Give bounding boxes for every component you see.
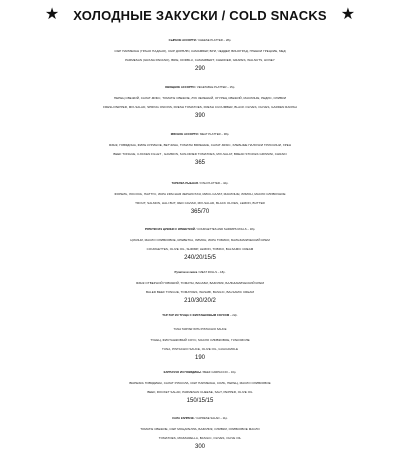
item-description-en: TUNA, PISTACHIO SAUCE, OLIVE OIL, GUACAMOLE: [161, 347, 239, 351]
item-name: [0, 222, 400, 236]
item-name-en: / MEAT ROLLS – 18р.: [197, 270, 226, 274]
menu-item-cheese-platter: [0, 33, 400, 74]
item-name-ru: МЯСНОЕ АССОРТИ: [170, 132, 198, 136]
item-weight: 190: [194, 355, 205, 361]
menu-item-tuna-tartar: [0, 308, 400, 363]
item-description-ru: ПЕРЕЦ СВЕЖИЙ, САЛАТ-МИКС, ТОМАТЫ СВЕЖИЕ, ЛУК ЗЕЛЕНЫЙ, ОГУРЕЦ СВЕЖИЙ, МАСЛИНЫ, РЕДИС, ОЛИВКИ: [113, 96, 287, 100]
menu-item-meat-platter: [0, 127, 400, 168]
item-description-en: BEEF TONGUE, CJICKEN FILLET , GAMMON, SUN-DRIED TOMATOES, MIX-SALAT, BREAD STICKES GRISSINI, CHRAIN: [113, 152, 287, 156]
item-name: [0, 365, 400, 379]
item-name-ru: ТАРЕЛКА РЫБНАЯ: [171, 181, 198, 185]
item-description-ru: ТОМАТЫ СВЕЖИЕ, СЫР МОЦАРЕЛЛА, БАЗИЛИК, ОЛИВКИ, ОЛИВКОВОЕ МАСЛО: [140, 427, 260, 431]
item-description-en: FRESH PEPPER, MIX-SALAD, SPRING ONIONS, FRESH TOMATOES, FRESH CUCUMBER, BLACK OLIVES, OLIVES, GARDEN RADISH: [103, 105, 297, 109]
item-name-ru: РУЛЕТКИ ИЗ ЦУКИНИ С КРЕВЕТКОЙ: [144, 227, 195, 231]
item-description-en: BALED BEEF TONGUE, TOMATOES, WASABI, BASILIC, BALSAMIC CREAM: [145, 290, 255, 294]
item-description-en: TROUT, SALMON, HALI BUT, RED CAVIAR, MIX-SALAD, BLACK OLIVES, LEMON, BUTTER: [135, 201, 265, 205]
item-description-en: COURGETTES, OLIVE OIL, SHRIMP, LEMON, TOBIKO, BALSAMIC CREAM: [146, 247, 254, 251]
item-description-ru: ЦУКИНИ, МАСЛО ОЛИВКОВОЕ, КРЕВЕТКА, ЛИМОН, ИКРА ТОБИКО, БАЛЬЗАМИЧЕСКИЙ КРЕМ: [130, 238, 270, 242]
item-name: [0, 80, 400, 94]
item-name-en: / CAPRESE SALAD – 11р.: [193, 416, 228, 420]
item-name: [0, 33, 400, 47]
item-weight: 300: [194, 444, 205, 450]
item-description-ru: ТУНЕЦ, ФИСТАШКОВЫЙ СОУС, МАСЛО ОЛИВКОВОЕ, ГУАКОМОЛЕ: [150, 338, 250, 342]
item-name-ru: ОВОЩНОЕ АССОРТИ: [164, 85, 195, 89]
menu-item-courgette-shrimp-rolls: [0, 222, 400, 263]
item-name: [0, 265, 400, 279]
item-weight: 240/20/15/5: [184, 255, 216, 261]
item-name-ru: САЛА КАПРЕЗЕ: [172, 416, 194, 420]
star-icon: ★: [340, 6, 356, 23]
item-name: [0, 127, 400, 141]
item-weight: 365/70: [190, 209, 210, 215]
item-description-ru: СЫР ПАРМЕЗАН (ГРАНО ПАДАНО), СЫР ДОРБЛЮ, КАМАМБЕР, БРИ, ЧЕДДЕР, ВИНОГРАД, ГРЕШКИ ГРЕЦКИЕ, МЕД: [114, 49, 286, 53]
item-name-en: / VEGETABLE PLATTER – 15р.: [194, 85, 236, 89]
item-description-en: TOMATOES, MOZZARELLA, BASILIC, OLIVES, OLIVE OIL: [158, 436, 242, 440]
item-name-en: / COURGETTES AND SHRIMPS ROLLS – 18р.: [194, 227, 256, 231]
item-name-en: / CHEESE PLATTER – 28р.: [195, 38, 232, 42]
menu-item-beef-carpaccio: [0, 365, 400, 406]
item-name: [0, 176, 400, 190]
item-name-en: / MEAT PLATTER – 38р.: [197, 132, 230, 136]
item-name-en-line: TUNA TARTAR WITH PISTACHIO SAUCE: [173, 327, 227, 331]
menu-item-caprese-salad: [0, 411, 400, 452]
item-description-ru: ЯЗЫК, ГОВЯДИНА, ФИЛЕ КУРИНОЕ, ВЕТЧИНА, ТОМАТЫ ВЯЛЕНЫЕ, САЛАТ-МИКС, ХЛЕБНЫЕ ПАЛОЧКИ ГРИССИНИ, ХРЕН: [108, 143, 292, 147]
item-name-ru: СЫРНОЕ АССОРТИ: [168, 38, 196, 42]
item-name-en: / BEEF CARPACCIO – 16р.: [200, 370, 237, 374]
item-name-ru: КАРПАЧЧО ИЗ ГОВЯДИНЫ: [163, 370, 201, 374]
item-description-en: PARMESAN (GRANA PADANO), BRIE, DORBLU, CAMAMBERT, CHEDDER, GRAPES, WALNUTS, HONEY: [125, 58, 275, 62]
item-weight: 365: [194, 160, 205, 166]
item-name: [0, 308, 400, 322]
star-icon: ★: [44, 6, 60, 23]
menu-item-meat-rolls: [0, 265, 400, 306]
item-weight: 390: [194, 113, 205, 119]
item-weight: 150/15/15: [186, 398, 214, 404]
item-weight: 290: [194, 66, 205, 72]
item-weight: 210/30/20/2: [184, 298, 216, 304]
section-header: [0, 5, 400, 25]
item-description-en: BEEF, ROCKET SALAD, PARMESAN CHEESE, SALT, PEPPER, OLIVE OIL: [147, 390, 253, 394]
section-title: ХОЛОДНЫЕ ЗАКУСКИ / COLD SNACKS: [73, 7, 327, 23]
item-name-en: – 22р.: [229, 313, 238, 317]
item-description-ru: ЯЗЫК ОТВЕРНОЙ ГОВЯЖИЙ, ТОМАТЫ, ВАСАБИ, БАЗИЛИК, БАЛЬЗАМИЧЕСКИЙ КРЕМ: [135, 281, 265, 285]
item-description-ru: ВЫРЕЗКА ГОВЯДИНЫ, САЛАТ РУККОЛА, СЫР ПАРМЕЗАН, СОЛЬ, ПЕРЕЦ, МАСЛО ОЛИВКОВОЕ: [129, 381, 271, 385]
item-name-en: / FISH PLATTER – 42р.: [198, 181, 229, 185]
menu-item-fish-platter: [0, 176, 400, 217]
item-name-ru: Рулетки из мяса: [174, 270, 198, 274]
item-name: [0, 411, 400, 425]
item-name-ru: ТАР-ТАР ИЗ ТУНЦА С ФИСТАШКОВЫМ СОУСОМ: [162, 313, 230, 317]
menu-item-vegetable-platter: [0, 80, 400, 121]
item-description-ru: ФОРЕЛЬ, ЛОСОСЬ, ПАЛТУС, ИКРА КРАСНАЯ ЗЕРНИСТАЯ, МИКС-САЛАТ, МАСЛИНЫ, ЛИМОН, МАСЛО СЛИВОЧНОЕ: [114, 192, 286, 196]
